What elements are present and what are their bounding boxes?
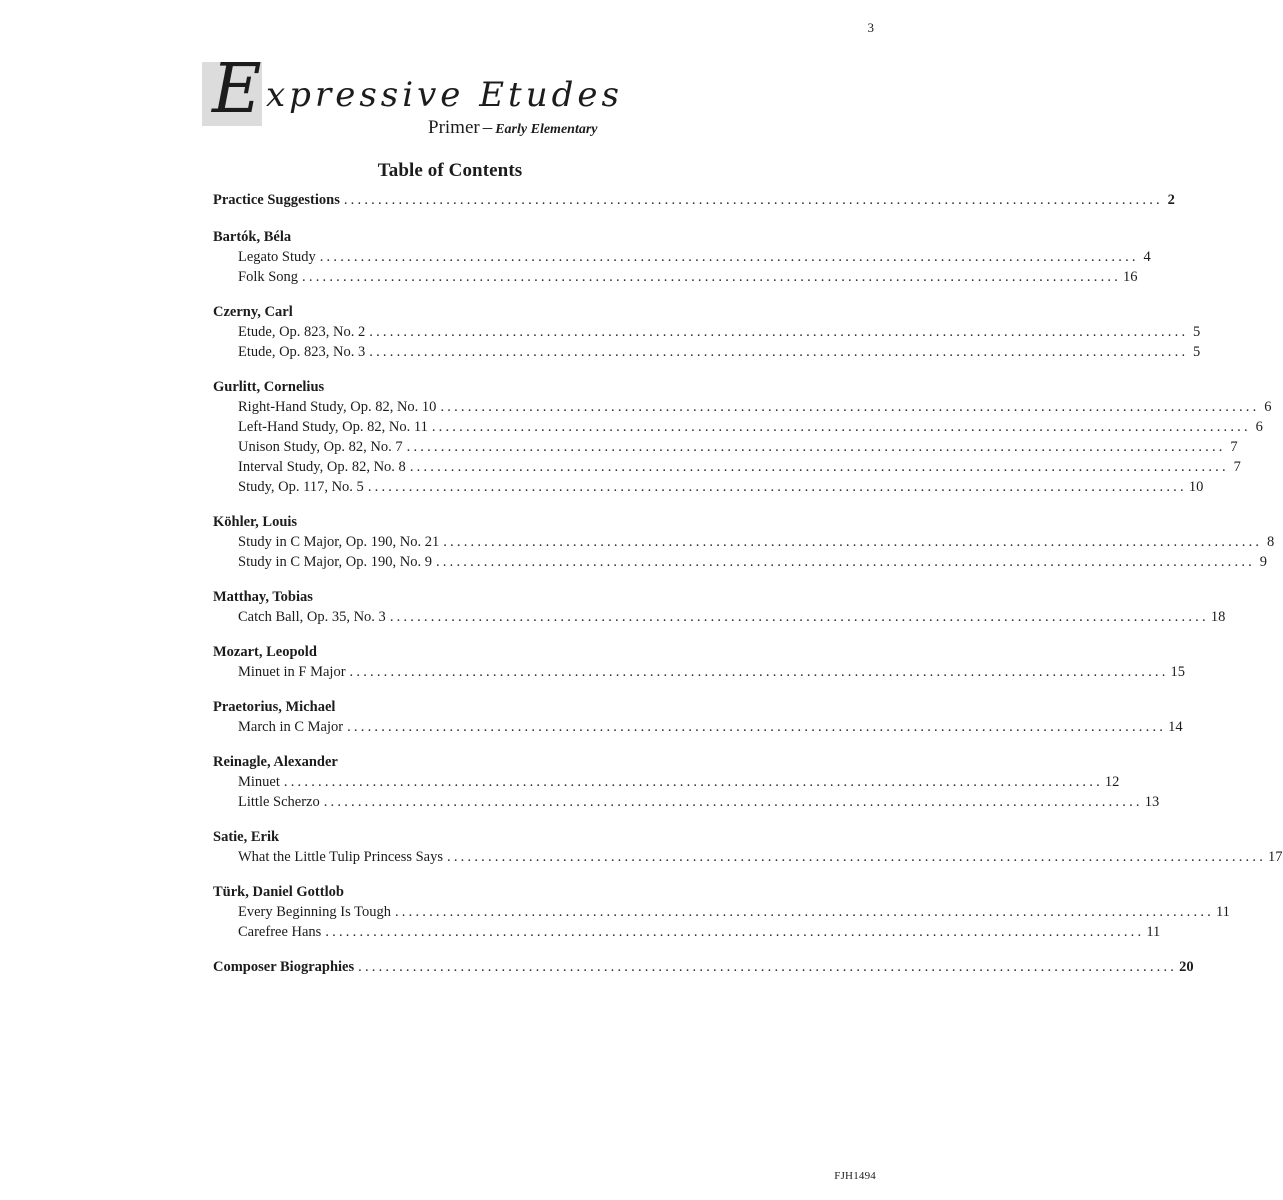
title-text: xpressive Etudes [266,75,623,115]
toc-entry-piece[interactable] [213,902,1230,922]
dot-leader: ........................................................................................................................ [443,534,1263,550]
toc-entry-piece[interactable] [213,437,1238,457]
toc-entry-page: 17 [1268,849,1283,865]
dot-leader: ........................................................................................................................ [369,324,1189,340]
composer-group [213,642,1186,682]
toc-entry-piece[interactable] [213,322,1201,342]
toc-entry-page: 6 [1264,399,1272,415]
table-of-contents [213,190,1283,977]
dot-leader: ........................................................................................................................ [435,554,1255,570]
toc-entry-page: 16 [1123,269,1138,285]
dot-leader: ........................................................................................................................ [323,794,1143,810]
toc-entry-page: 10 [1188,479,1204,495]
toc-entry-piece[interactable] [213,772,1120,792]
toc-entry-title: Little Scherzo [238,794,320,810]
toc-entry-title: March in C Major [238,719,344,735]
book-level: Primer [428,117,480,138]
composer-group [213,697,1183,737]
toc-entry-title: Legato Study [238,249,316,265]
toc-entry-piece[interactable] [213,552,1267,572]
toc-entry-piece[interactable] [213,792,1160,812]
toc-entry-piece[interactable] [213,397,1272,417]
book-subtitle [428,118,598,137]
toc-entry-page: 15 [1170,664,1186,680]
toc-entry-composer-biographies[interactable] [213,957,1194,977]
composer-group [213,827,1283,867]
dot-leader: ........................................................................................................................ [358,959,1178,975]
toc-entry-page: 7 [1230,439,1238,455]
toc-entry-page: 20 [1179,959,1194,975]
dot-leader: ........................................................................................................................ [319,249,1139,265]
dot-leader: ........................................................................................................................ [440,399,1260,415]
toc-entry-piece[interactable] [213,417,1263,437]
toc-entry-title: Etude, Op. 823, No. 3 [238,344,366,360]
toc-entry-page: 13 [1144,794,1160,810]
dot-leader: ........................................................................................................................ [283,774,1103,790]
toc-entry-title: Composer Biographies [213,959,355,975]
catalog-code: FJH1494 [834,1170,876,1182]
composer-group [213,227,1151,287]
composer-name: Türk, Daniel Gottlob [213,884,344,900]
dot-leader: ........................................................................................................................ [343,192,1163,208]
title-initial-box [202,50,262,129]
toc-entry-piece[interactable] [213,847,1283,867]
dot-leader: ........................................................................................................................ [369,344,1189,360]
toc-entry-page: 14 [1168,719,1183,735]
dot-leader: ........................................................................................................................ [394,904,1214,920]
toc-entry-piece[interactable] [213,267,1138,287]
book-title [202,50,672,142]
toc-entry-page: 5 [1193,344,1201,360]
dot-leader: ........................................................................................................................ [347,719,1167,735]
toc-entry-title: Etude, Op. 823, No. 2 [238,324,366,340]
composer-name: Bartók, Béla [213,229,292,245]
toc-entry-title: Minuet in F Major [238,664,346,680]
toc-entry-page: 4 [1143,249,1151,265]
composer-name: Matthay, Tobias [213,589,313,605]
toc-entry-title: Right-Hand Study, Op. 82, No. 10 [238,399,437,415]
toc-entry-title: Interval Study, Op. 82, No. 8 [238,459,406,475]
toc-entry-piece[interactable] [213,342,1201,362]
toc-entry-practice-suggestions[interactable] [213,190,1175,210]
toc-entry-piece[interactable] [213,532,1275,552]
composer-group [213,512,1275,572]
dot-leader: ........................................................................................................................ [409,459,1229,475]
toc-entry-title: Study in C Major, Op. 190, No. 21 [238,534,440,550]
toc-entry-title: Study, Op. 117, No. 5 [238,479,364,495]
toc-entry-piece[interactable] [213,662,1186,682]
composer-group [213,377,1272,497]
toc-entry-page: 11 [1215,904,1230,920]
toc-entry-page: 5 [1193,324,1201,340]
toc-entry-page: 11 [1146,924,1161,940]
composer-name: Köhler, Louis [213,514,298,530]
composer-name: Mozart, Leopold [213,644,317,660]
dot-leader: ........................................................................................................................ [431,419,1251,435]
dot-leader: ........................................................................................................................ [302,269,1122,285]
book-grade: Early Elementary [495,122,598,137]
toc-entry-title: Study in C Major, Op. 190, No. 9 [238,554,432,570]
toc-entry-title: Catch Ball, Op. 35, No. 3 [238,609,386,625]
composer-list [213,227,1283,942]
dot-leader: ........................................................................................................................ [447,849,1267,865]
composer-name: Gurlitt, Cornelius [213,379,325,395]
toc-entry-page: 12 [1104,774,1120,790]
toc-entry-title: Minuet [238,774,280,790]
toc-entry-title: Carefree Hans [238,924,322,940]
toc-entry-title: Left-Hand Study, Op. 82, No. 11 [238,419,428,435]
toc-entry-page: 8 [1266,534,1275,550]
dot-leader: ........................................................................................................................ [389,609,1209,625]
toc-entry-title: Unison Study, Op. 82, No. 7 [238,439,403,455]
toc-entry-piece[interactable] [213,717,1183,737]
toc-entry-piece[interactable] [213,477,1204,497]
toc-entry-page: 7 [1233,459,1241,475]
toc-entry-page: 6 [1255,419,1263,435]
toc-entry-page: 18 [1210,609,1226,625]
toc-heading: Table of Contents [377,160,523,181]
toc-entry-piece[interactable] [213,607,1226,627]
toc-entry-title: Folk Song [238,269,299,285]
toc-entry-page: 9 [1259,554,1267,570]
toc-entry-title: What the Little Tulip Princess Says [238,849,444,865]
composer-group [213,302,1201,362]
dot-leader: ........................................................................................................................ [406,439,1226,455]
title-initial-letter: E [212,50,262,129]
subtitle-dash: – [482,117,493,138]
dot-leader: ........................................................................................................................ [367,479,1187,495]
dot-leader: ........................................................................................................................ [349,664,1169,680]
composer-group [213,752,1160,812]
composer-name: Reinagle, Alexander [213,754,338,770]
toc-entry-title: Practice Suggestions [213,192,340,208]
composer-name: Satie, Erik [213,829,280,845]
toc-entry-piece[interactable] [213,247,1151,267]
composer-name: Czerny, Carl [213,304,293,320]
composer-group [213,587,1226,627]
toc-entry-page: 2 [1167,192,1175,208]
composer-group [213,882,1230,942]
toc-entry-piece[interactable] [213,457,1241,477]
toc-entry-piece[interactable] [213,922,1161,942]
page-number: 3 [867,20,874,35]
composer-name: Praetorius, Michael [213,699,336,715]
dot-leader: ........................................................................................................................ [325,924,1145,940]
toc-entry-title: Every Beginning Is Tough [238,904,391,920]
